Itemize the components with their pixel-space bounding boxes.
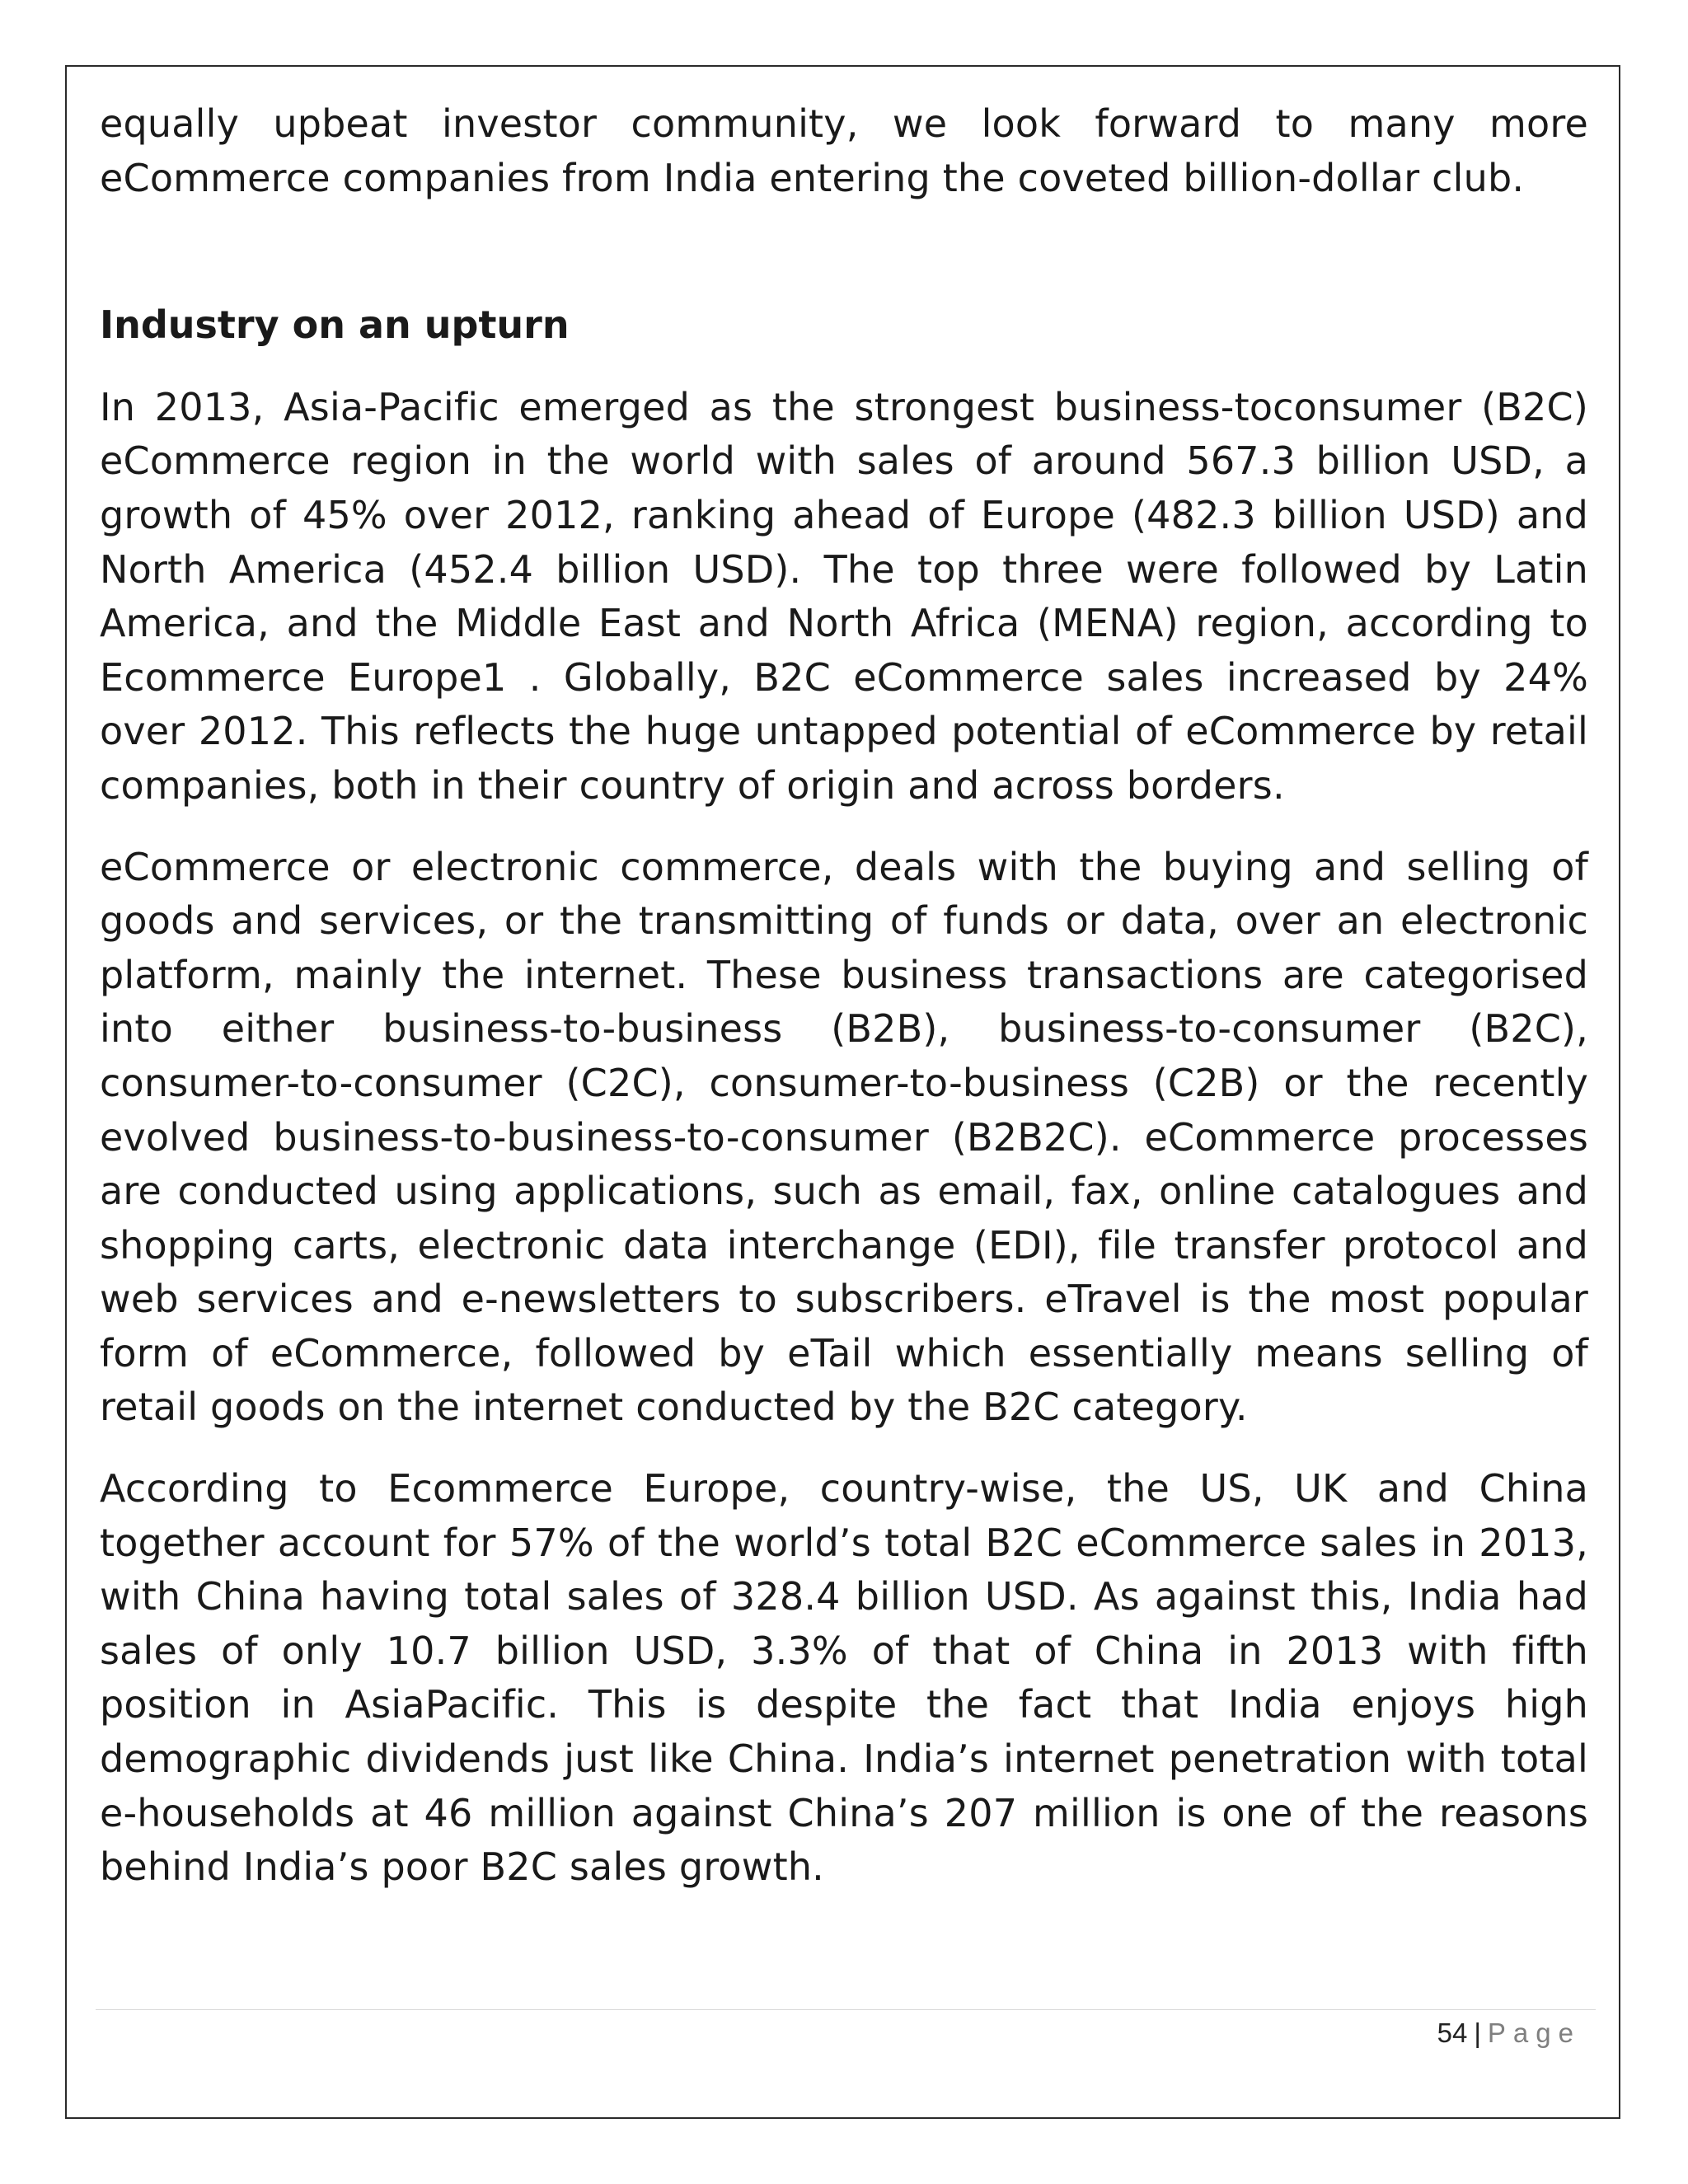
intro-paragraph: equally upbeat investor community, we look forward to many more eCommerce companies from India entering the coveted billion-dollar club. [100,101,1588,200]
paragraph-ecommerce-definition: eCommerce or electronic commerce, deals with the buying and selling of goods and services, or the transmitting of funds or data, over an electronic platform, mainly the internet. These business transactions are categorised into either business-to-business (B2B), business-to-consumer (B2C), consumer-to-consumer (C2C), consumer-to-business (C2B) or the recently evolved business-to-business-to-consumer (B2B2C). eCommerce processes are conducted using applications, such as email, fax, online catalogues and shopping carts, electronic data interchange (EDI), file transfer protocol and web services and e-newsletters to subscribers. eTravel is the most popular form of eCommerce, followed by eTail which essentially means selling of retail goods on the internet conducted by the B2C category. [100,844,1588,1430]
paragraph-country-comparison: According to Ecommerce Europe, country-wise, the US, UK and China together account for 57% of the world’s total B2C eCommerce sales in 2013, with China having total sales of 328.4 billion USD. As against this, India had sales of only 10.7 billion USD, 3.3% of that of China in 2013 with fifth position in AsiaPacific. This is despite the fact that India enjoys high demographic dividends just like China. India’s internet penetration with total e-households at 46 million against China’s 207 million is one of the reasons behind India’s poor B2C sales growth. [100,1466,1588,1890]
document-body [100,97,1588,1922]
page-footer [1437,2013,1581,2054]
page-label: Page [1487,2018,1581,2048]
paragraph-asia-pacific: In 2013, Asia-Pacific emerged as the strongest business-toconsumer (B2C) eCommerce region in the world with sales of around 567.3 billion USD, a growth of 45% over 2012, ranking ahead of Europe (482.3 billion USD) and North America (452.4 billion USD). The top three were followed by Latin America, and the Middle East and North Africa (MENA) region, according to Ecommerce Europe1 . Globally, B2C eCommerce sales increased by 24% over 2012. This reflects the huge untapped potential of eCommerce by retail companies, both in their country of origin and across borders. [100,384,1588,808]
section-heading: Industry on an upturn [100,302,570,348]
page-number: 54 [1437,2018,1468,2048]
footer-divider [96,2009,1596,2010]
footer-separator: | [1474,2018,1481,2048]
